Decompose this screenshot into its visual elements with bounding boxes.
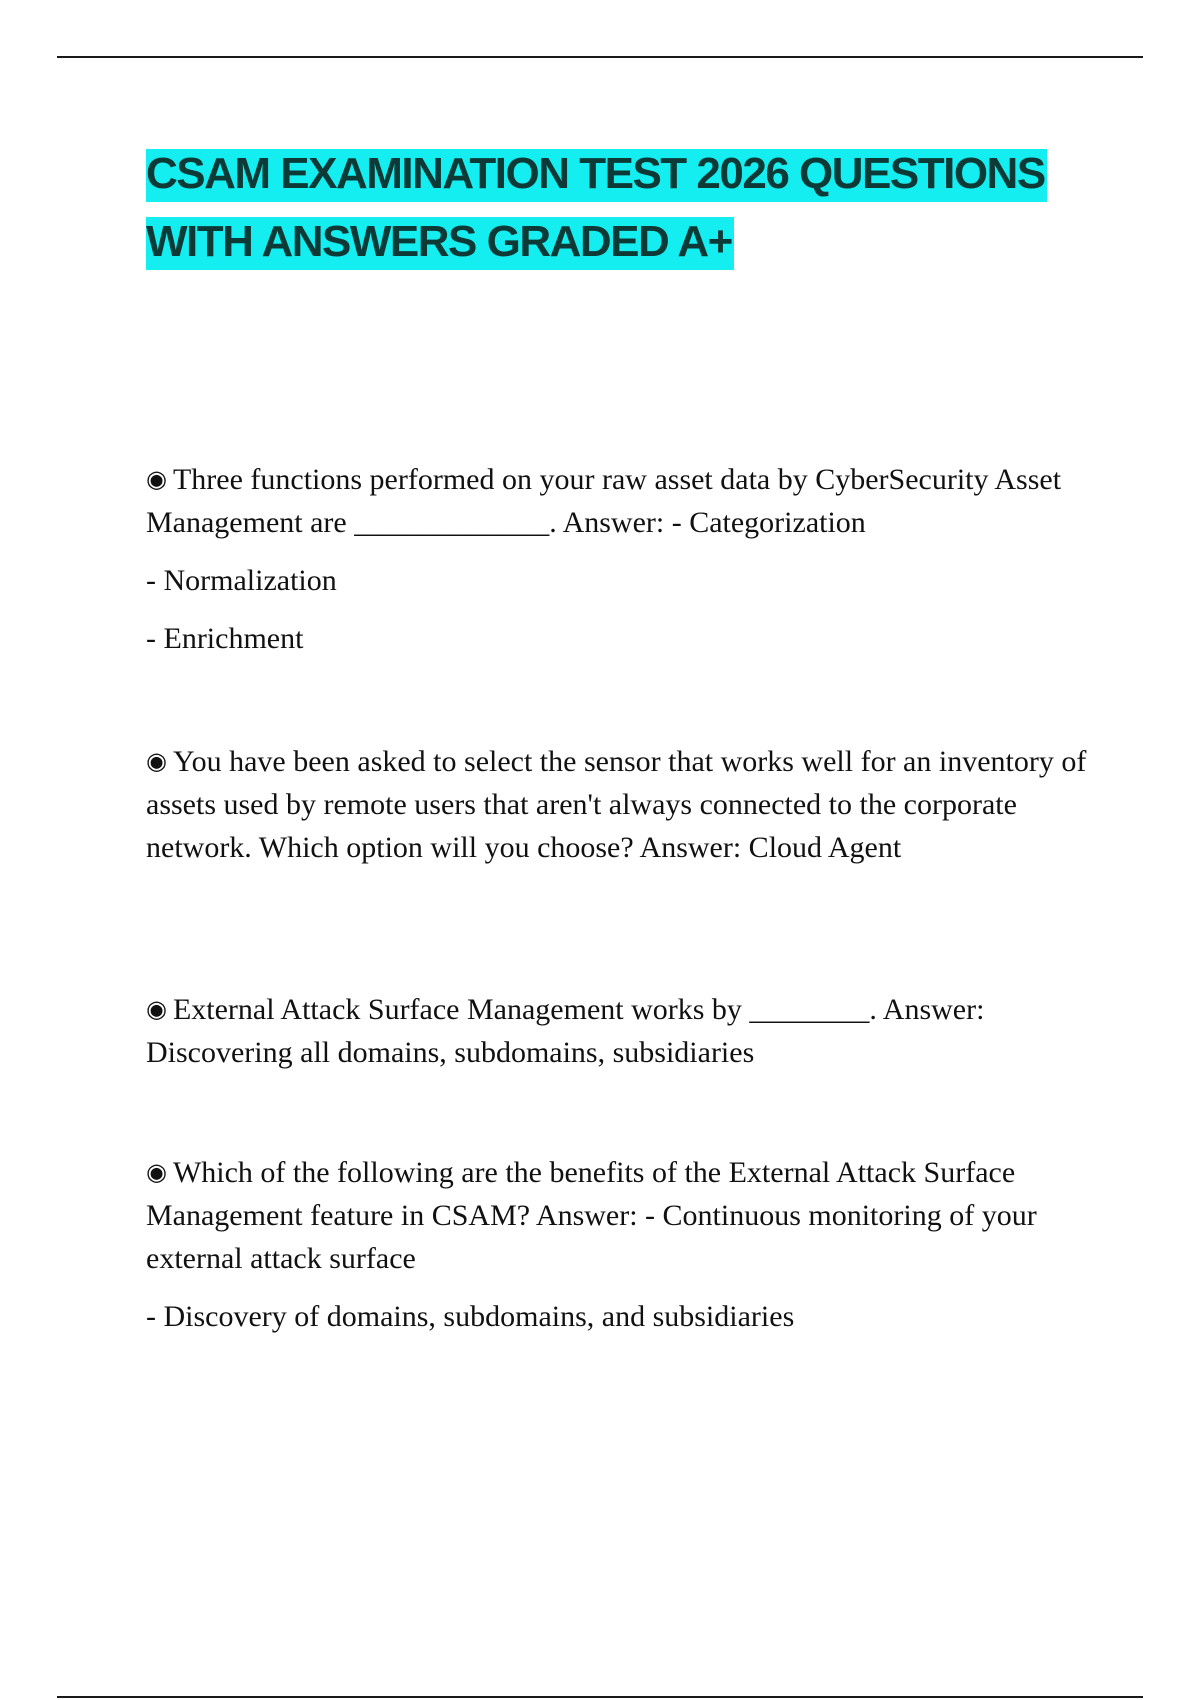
header-rule (57, 56, 1143, 58)
fisheye-bullet-icon: ◉ (146, 995, 167, 1023)
question-3-text: External Attack Surface Management works by ________. Answer: Discovering all domains, subdomains, subsidiaries (146, 993, 985, 1069)
question-2-text: You have been asked to select the sensor that works well for an inventory of assets used by remote users that aren't always connected to the corporate network. Which option will you choose? Answer: Cloud Agent (146, 745, 1087, 864)
question-1-answer-line-3: - Enrichment (146, 622, 304, 655)
question-1-answer-line-2: - Normalization (146, 564, 337, 597)
question-1 (146, 458, 1106, 660)
fisheye-bullet-icon: ◉ (146, 747, 167, 775)
title-highlight: CSAM EXAMINATION TEST 2026 QUESTIONS WITH ANSWERS GRADED A+ (146, 149, 1047, 270)
question-1-text: Three functions performed on your raw asset data by CyberSecurity Asset Management are _____________. Answer: - Categorization (146, 463, 1062, 539)
fisheye-bullet-icon: ◉ (146, 1158, 167, 1186)
question-2 (146, 740, 1106, 869)
question-4-answer-line-2: - Discovery of domains, subdomains, and subsidiaries (146, 1300, 795, 1333)
question-4-text: Which of the following are the benefits of the External Attack Surface Management feature in CSAM? Answer: - Continuous monitoring of your external attack surface (146, 1156, 1037, 1275)
document-title (146, 140, 1106, 276)
footer-rule (57, 1696, 1143, 1698)
question-4 (146, 1151, 1106, 1338)
fisheye-bullet-icon: ◉ (146, 465, 167, 493)
question-3 (146, 988, 1106, 1074)
